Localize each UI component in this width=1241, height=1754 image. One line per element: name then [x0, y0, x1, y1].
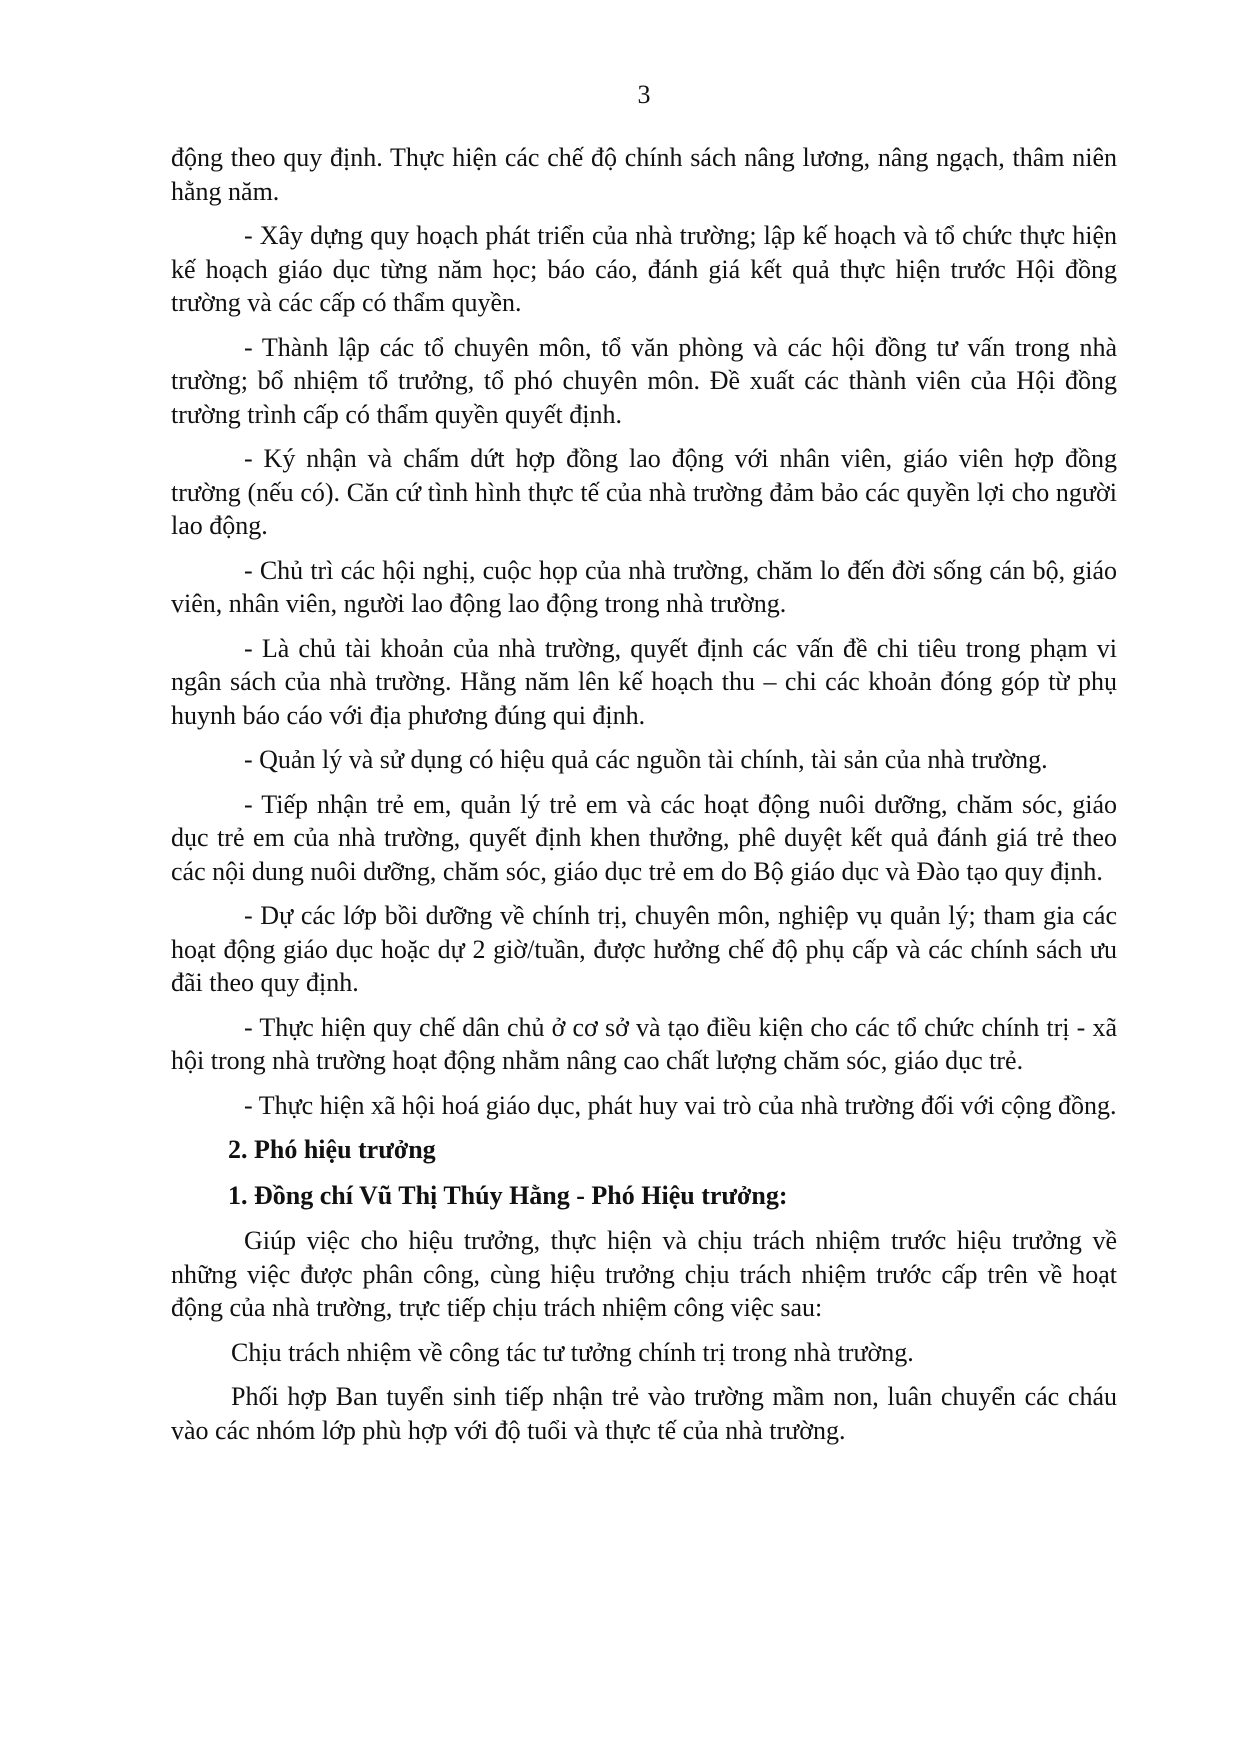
duty-item: - Ký nhận và chấm dứt hợp đồng lao động với nhân viên, giáo viên hợp đồng trường (nếu có). Căn cứ tình hình thực tế của nhà trường đảm bảo các quyền lợi cho người lao động. — [171, 444, 1117, 540]
duty-item: - Thành lập các tổ chuyên môn, tổ văn phòng và các hội đồng tư vấn trong nhà trường; bổ nhiệm tổ trưởng, tổ phó chuyên môn. Đề xuất các thành viên của Hội đồng trường trình cấp có thẩm quyền quyết định. — [171, 332, 1117, 429]
duty-item: - Dự các lớp bồi dưỡng về chính trị, chuyên môn, nghiệp vụ quản lý; tham gia các hoạt động giáo dục hoặc dự 2 giờ/tuần, được hưởng chế độ phụ cấp và các chính sách ưu đãi theo quy định. — [171, 901, 1117, 997]
deputy-paragraph: Giúp việc cho hiệu trưởng, thực hiện và chịu trách nhiệm trước hiệu trưởng về những việc được phân công, cùng hiệu trưởng chịu trách nhiệm trước cấp trên về hoạt động của nhà trường, trực tiếp chịu trách nhiệm công việc sau: — [171, 1226, 1117, 1322]
duty-item: - Chủ trì các hội nghị, cuộc họp của nhà trường, chăm lo đến đời sống cán bộ, giáo viên, nhân viên, người lao động lao động trong nhà trường. — [171, 555, 1117, 618]
duty-item: - Thực hiện quy chế dân chủ ở cơ sở và tạo điều kiện cho các tổ chức chính trị - xã hội trong nhà trường hoạt động nhằm nâng cao chất lượng chăm sóc, giáo dục trẻ. — [171, 1012, 1117, 1075]
paragraph-continuation: động theo quy định. Thực hiện các chế độ chính sách nâng lương, nâng ngạch, thâm niên hằng năm. — [171, 143, 1117, 206]
deputy-paragraph: Phối hợp Ban tuyển sinh tiếp nhận trẻ vào trường mầm non, luân chuyển các cháu vào các nhóm lớp phù hợp với độ tuổi và thực tế của nhà trường. — [171, 1382, 1117, 1445]
duty-item: - Là chủ tài khoản của nhà trường, quyết định các vấn đề chi tiêu trong phạm vi ngân sách của nhà trường. Hằng năm lên kế hoạch thu – chi các khoản đóng góp từ phụ huynh báo cáo với địa phương đúng qui định. — [171, 633, 1117, 730]
duty-item: - Thực hiện xã hội hoá giáo dục, phát huy vai trò của nhà trường đối với cộng đồng. — [244, 1090, 1117, 1120]
document-body — [171, 141, 1117, 1458]
section-heading: 2. Phó hiệu trưởng — [228, 1135, 436, 1164]
deputy-paragraph: Chịu trách nhiệm về công tác tư tưởng chính trị trong nhà trường. — [231, 1337, 914, 1367]
duty-item: - Tiếp nhận trẻ em, quản lý trẻ em và các hoạt động nuôi dưỡng, chăm sóc, giáo dục trẻ em của nhà trường, quyết định khen thưởng, phê duyệt kết quả đánh giá trẻ theo các nội dung nuôi dưỡng, chăm sóc, giáo dục trẻ em do Bộ giáo dục và Đào tạo quy định. — [171, 789, 1117, 886]
person-heading: 1. Đồng chí Vũ Thị Thúy Hằng - Phó Hiệu trưởng: — [228, 1180, 788, 1210]
page-number: 3 — [637, 80, 651, 109]
duty-item: - Xây dựng quy hoạch phát triển của nhà trường; lập kế hoạch và tổ chức thực hiện kế hoạch giáo dục từng năm học; báo cáo, đánh giá kết quả thực hiện trước Hội đồng trường và các cấp có thẩm quyền. — [171, 221, 1117, 317]
duty-item: - Quản lý và sử dụng có hiệu quả các nguồn tài chính, tài sản của nhà trường. — [244, 745, 1048, 774]
